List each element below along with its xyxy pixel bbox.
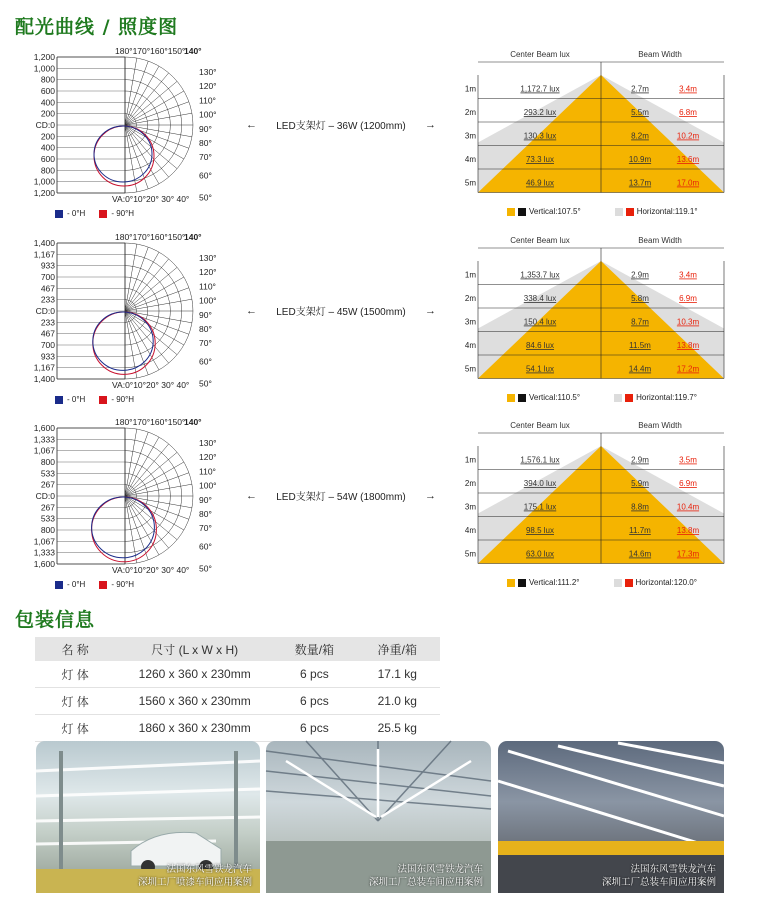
polar-angle-label: 110° — [199, 281, 216, 292]
beam-width-horizontal: 3.4m — [679, 84, 697, 94]
center-lux-value: 150.4 lux — [523, 317, 557, 327]
beam-row-label: 1m — [464, 84, 476, 94]
polar-scale-label: 800 — [40, 525, 55, 535]
polar-scale-label: 200 — [40, 131, 55, 142]
product-name: LED支架灯 – 36W (1200mm) — [276, 121, 406, 132]
polar-bottom-angles: VA:0°10°20° 30° 40° — [112, 194, 190, 204]
polar-scale-label: 267 — [40, 502, 55, 513]
beam-width-vertical: 5.8m — [631, 294, 649, 303]
cell-qty: 6 pcs — [274, 715, 354, 742]
photo-assembly-2 — [498, 741, 724, 893]
beam-width-horizontal: 6.9m — [679, 479, 697, 488]
beam-width-vertical: 11.7m — [629, 526, 651, 535]
polar-scale-label: 400 — [40, 97, 55, 108]
table-row — [35, 661, 440, 688]
col-beam-width: Beam Width — [638, 50, 682, 59]
legend-90h-label: - 90°H — [111, 580, 135, 589]
header-name: 名 称 — [35, 637, 115, 661]
legend-swatch-0h — [55, 396, 63, 404]
polar-angle-label: 70° — [199, 152, 212, 163]
polar-scale-label: 1,167 — [33, 362, 55, 373]
polar-scale-label: 700 — [40, 340, 55, 350]
legend-swatch-90h — [99, 581, 107, 589]
product-label — [246, 117, 436, 132]
polar-angle-label: 80° — [199, 138, 212, 148]
beam-width-horizontal: 13.8m — [676, 341, 700, 350]
arrow-right-icon: → — [424, 304, 436, 317]
beam-legend — [507, 578, 697, 587]
legend-swatch-vertical-text — [518, 579, 526, 587]
polar-scale-label: 700 — [40, 272, 55, 282]
horizontal-angle: Horizontal:120.0° — [635, 578, 697, 587]
polar-top-angles: 180°170°160°150° — [115, 417, 186, 427]
vertical-angle: Vertical:107.5° — [529, 207, 581, 216]
cell-weight: 25.5 kg — [355, 715, 440, 742]
legend-swatch-horizontal-text — [625, 579, 633, 587]
legend-swatch-vertical-fill — [507, 394, 515, 402]
vertical-angle: Vertical:111.2° — [529, 578, 580, 587]
col-center-beam: Center Beam lux — [510, 236, 570, 245]
product-row — [0, 45, 765, 230]
header-size: 尺寸 (L x W x H) — [115, 637, 274, 661]
beam-width-vertical: 5.9m — [631, 479, 649, 488]
arrow-left-icon: ← — [246, 489, 257, 502]
polar-scale-label: 600 — [40, 154, 55, 164]
polar-scale-label: 933 — [40, 260, 55, 271]
beam-width-horizontal: 17.0m — [676, 178, 700, 188]
polar-scale-label: 1,067 — [33, 445, 55, 456]
beam-row-label: 3m — [464, 317, 476, 327]
beam-row-label: 2m — [464, 479, 476, 488]
legend-0h-label: - 0°H — [67, 209, 86, 218]
beam-width-vertical: 8.2m — [631, 131, 649, 141]
legend-swatch-horizontal-text — [626, 208, 634, 216]
beam-row-label: 5m — [464, 364, 476, 374]
beam-width-vertical: 11.5m — [629, 341, 651, 350]
beam-row-label: 4m — [464, 341, 476, 350]
polar-scale-label: 1,000 — [33, 63, 55, 74]
table-row — [35, 688, 440, 715]
center-lux-value: 394.0 lux — [523, 479, 557, 488]
beam-width-horizontal: 13.6m — [676, 155, 700, 164]
cell-size: 1860 x 360 x 230mm — [115, 715, 274, 742]
polar-angle-label: 120° — [199, 267, 217, 278]
center-lux-value: 338.4 lux — [523, 294, 557, 303]
polar-scale-label: 1,333 — [33, 547, 55, 558]
cell-size: 1560 x 360 x 230mm — [115, 688, 274, 715]
header-weight: 净重/箱 — [355, 637, 440, 661]
polar-scale-label: 1,600 — [33, 559, 55, 569]
arrow-left-icon: ← — [246, 118, 257, 131]
polar-angle-label: 70° — [199, 338, 212, 349]
center-lux-value: 293.2 lux — [523, 108, 557, 117]
product-name: LED支架灯 – 45W (1500mm) — [276, 307, 406, 318]
packaging-header-row — [35, 637, 440, 661]
polar-scale-label: 800 — [40, 74, 55, 85]
legend-0h-label: - 0°H — [67, 395, 86, 404]
polar-top-angle-bold: 140° — [184, 232, 202, 242]
polar-scale-label: 467 — [40, 283, 55, 294]
polar-angle-label: 130° — [199, 253, 217, 263]
horizontal-angle: Horizontal:119.7° — [636, 393, 697, 402]
center-lux-value: 130.3 lux — [523, 131, 557, 141]
polar-scale-label: 233 — [40, 317, 55, 328]
polar-angle-label: 130° — [199, 438, 217, 448]
beam-row-label: 4m — [464, 155, 476, 164]
beam-width-horizontal: 10.2m — [676, 131, 700, 141]
polar-angle-label: 50° — [199, 192, 212, 203]
beam-row-label: 3m — [464, 131, 476, 141]
polar-legend — [55, 209, 134, 218]
beam-legend — [507, 207, 698, 216]
vertical-angle: Vertical:110.5° — [529, 393, 581, 402]
polar-angle-label: 120° — [199, 81, 217, 92]
cell-name: 灯 体 — [35, 715, 115, 742]
polar-diagram — [0, 45, 230, 230]
beam-width-horizontal: 10.4m — [676, 502, 700, 512]
cell-qty: 6 pcs — [274, 661, 354, 688]
polar-scale-label: 533 — [40, 513, 55, 524]
polar-angle-label: 130° — [199, 67, 217, 77]
polar-angle-label: 50° — [199, 563, 212, 574]
col-beam-width: Beam Width — [638, 421, 682, 430]
polar-scale-label: 467 — [40, 328, 55, 339]
cell-size: 1260 x 360 x 230mm — [115, 661, 274, 688]
polar-scale-label: 1,200 — [33, 188, 55, 198]
polar-angle-label: 110° — [199, 95, 216, 106]
section-title-packaging: 包装信息 — [15, 609, 96, 631]
col-center-beam: Center Beam lux — [510, 50, 570, 59]
polar-angle-label: 100° — [199, 109, 217, 120]
legend-swatch-90h — [99, 396, 107, 404]
photo-caption-2: 法国东风雪铁龙汽车 深圳工厂总装车间应用案例 — [368, 864, 483, 888]
legend-90h-label: - 90°H — [111, 395, 135, 404]
center-lux-value: 46.9 lux — [525, 178, 555, 188]
polar-angle-label: 60° — [199, 541, 212, 552]
polar-angle-label: 90° — [199, 123, 212, 134]
polar-top-angles: 180°170°160°150° — [115, 232, 186, 242]
beam-width-vertical: 14.6m — [628, 549, 652, 559]
legend-swatch-0h — [55, 581, 63, 589]
legend-swatch-0h — [55, 210, 63, 218]
header-qty: 数量/箱 — [274, 637, 354, 661]
legend-swatch-vertical-text — [518, 208, 526, 216]
beam-width-horizontal: 10.3m — [676, 317, 700, 327]
beam-width-vertical: 8.8m — [631, 502, 649, 512]
col-beam-width: Beam Width — [638, 236, 682, 245]
arrow-right-icon: → — [424, 118, 436, 131]
polar-scale-label: 1,333 — [33, 434, 55, 445]
polar-angle-label: 90° — [199, 309, 212, 320]
polar-top-angle-bold: 140° — [184, 417, 202, 427]
polar-angle-label: 90° — [199, 494, 212, 505]
photo-paint-shop — [36, 741, 260, 893]
product-row — [0, 231, 765, 416]
beam-width-vertical: 14.4m — [628, 364, 652, 374]
beam-width-horizontal: 17.3m — [676, 549, 700, 559]
polar-scale-label: 200 — [40, 108, 55, 119]
product-label — [246, 303, 436, 318]
center-lux-value: 1,576.1 lux — [520, 455, 560, 465]
horizontal-angle: Horizontal:119.1° — [636, 207, 698, 216]
beam-row-label: 2m — [464, 108, 476, 117]
legend-90h-label: - 90°H — [111, 209, 135, 218]
polar-angle-label: 70° — [199, 523, 212, 534]
polar-angle-label: 80° — [199, 324, 212, 334]
polar-angle-label: 110° — [199, 466, 216, 477]
photo-caption-3: 法国东风雪铁龙汽车 深圳工厂总装车间应用案例 — [601, 864, 716, 888]
polar-scale-label: 1,400 — [33, 374, 55, 384]
polar-scale-label: 533 — [40, 468, 55, 479]
center-lux-value: 1,172.7 lux — [520, 84, 560, 94]
beam-row-label: 1m — [464, 270, 476, 280]
beam-width-vertical: 10.9m — [628, 155, 652, 164]
beam-width-horizontal: 17.2m — [676, 364, 700, 374]
beam-row-label: 1m — [464, 455, 476, 465]
polar-scale-label: 600 — [40, 86, 55, 96]
polar-diagram — [0, 231, 230, 416]
beam-width-vertical: 8.7m — [631, 317, 649, 327]
legend-swatch-horizontal-text — [625, 394, 633, 402]
center-lux-value: 84.6 lux — [525, 341, 555, 350]
beam-chart — [464, 231, 730, 416]
beam-row-label: 5m — [464, 549, 476, 559]
beam-width-horizontal: 6.8m — [679, 108, 697, 117]
beam-row-label: 2m — [464, 294, 476, 303]
legend-swatch-horizontal-fill — [615, 208, 623, 216]
polar-scale-label: 1,000 — [33, 176, 55, 187]
polar-scale-label: CD:0 — [35, 306, 55, 316]
product-row — [0, 416, 765, 601]
arrow-left-icon: ← — [246, 304, 257, 317]
packaging-table — [35, 637, 440, 742]
curve-0h — [92, 497, 155, 558]
product-label — [246, 488, 436, 503]
polar-scale-label: 1,400 — [33, 238, 55, 248]
legend-swatch-vertical-fill — [507, 579, 515, 587]
table-row — [35, 715, 440, 742]
cell-weight: 17.1 kg — [355, 661, 440, 688]
center-lux-value: 175.1 lux — [523, 502, 557, 512]
polar-angle-label: 100° — [199, 480, 217, 491]
center-lux-value: 1,353.7 lux — [520, 270, 560, 280]
legend-swatch-vertical-fill — [507, 208, 515, 216]
product-name: LED支架灯 – 54W (1800mm) — [276, 492, 406, 503]
polar-scale-label: 800 — [40, 457, 55, 467]
polar-angle-label: 100° — [199, 295, 217, 306]
polar-scale-label: CD:0 — [35, 491, 55, 501]
legend-swatch-vertical-text — [518, 394, 526, 402]
polar-scale-label: 933 — [40, 351, 55, 362]
beam-width-vertical: 5.5m — [631, 108, 649, 117]
polar-scale-label: 267 — [40, 479, 55, 490]
photo-caption-1: 法国东风雪铁龙汽车 深圳工厂喷漆车间应用案例 — [137, 864, 252, 888]
photo-assembly-1 — [266, 741, 491, 893]
cell-qty: 6 pcs — [274, 688, 354, 715]
polar-legend — [55, 395, 134, 404]
beam-width-vertical: 2.9m — [631, 455, 649, 465]
arrow-right-icon: → — [424, 489, 436, 502]
polar-top-angle-bold: 140° — [184, 46, 202, 56]
legend-swatch-90h — [99, 210, 107, 218]
polar-scale-label: 1,067 — [33, 536, 55, 547]
polar-scale-label: 233 — [40, 294, 55, 305]
polar-scale-label: 1,167 — [33, 249, 55, 260]
legend-swatch-horizontal-fill — [614, 579, 622, 587]
beam-width-vertical: 2.7m — [631, 84, 649, 94]
section-title-photometric: 配光曲线 / 照度图 — [15, 16, 179, 38]
beam-chart — [464, 45, 730, 230]
beam-row-label: 4m — [464, 526, 476, 535]
beam-width-vertical: 2.9m — [631, 270, 649, 280]
cell-name: 灯 体 — [35, 661, 115, 688]
beam-legend — [507, 393, 697, 402]
polar-angle-label: 120° — [199, 452, 217, 463]
beam-width-horizontal: 3.4m — [679, 270, 697, 280]
polar-angle-label: 50° — [199, 378, 212, 389]
polar-top-angles: 180°170°160°150° — [115, 46, 186, 56]
beam-width-horizontal: 6.9m — [679, 294, 697, 303]
beam-width-horizontal: 13.8m — [676, 526, 700, 535]
legend-0h-label: - 0°H — [67, 580, 86, 589]
center-lux-value: 73.3 lux — [525, 155, 555, 164]
beam-row-label: 5m — [464, 178, 476, 188]
polar-scale-label: 1,600 — [33, 423, 55, 433]
polar-bottom-angles: VA:0°10°20° 30° 40° — [112, 565, 190, 575]
beam-row-label: 3m — [464, 502, 476, 512]
polar-angle-label: 60° — [199, 356, 212, 367]
polar-angle-label: 60° — [199, 170, 212, 181]
curve-0h — [93, 312, 153, 370]
polar-scale-label: 800 — [40, 165, 55, 176]
polar-scale-label: CD:0 — [35, 120, 55, 130]
polar-angle-label: 80° — [199, 509, 212, 519]
center-lux-value: 54.1 lux — [525, 364, 555, 374]
polar-legend — [55, 580, 134, 589]
polar-scale-label: 400 — [40, 142, 55, 153]
curve-90h — [94, 126, 154, 186]
cell-weight: 21.0 kg — [355, 688, 440, 715]
center-lux-value: 63.0 lux — [525, 549, 555, 559]
beam-chart — [464, 416, 730, 601]
polar-scale-label: 1,200 — [33, 52, 55, 62]
polar-diagram — [0, 416, 230, 601]
col-center-beam: Center Beam lux — [510, 421, 570, 430]
polar-bottom-angles: VA:0°10°20° 30° 40° — [112, 380, 190, 390]
legend-swatch-horizontal-fill — [614, 394, 622, 402]
beam-width-vertical: 13.7m — [628, 178, 652, 188]
beam-width-horizontal: 3.5m — [679, 455, 697, 465]
cell-name: 灯 体 — [35, 688, 115, 715]
center-lux-value: 98.5 lux — [525, 526, 555, 535]
